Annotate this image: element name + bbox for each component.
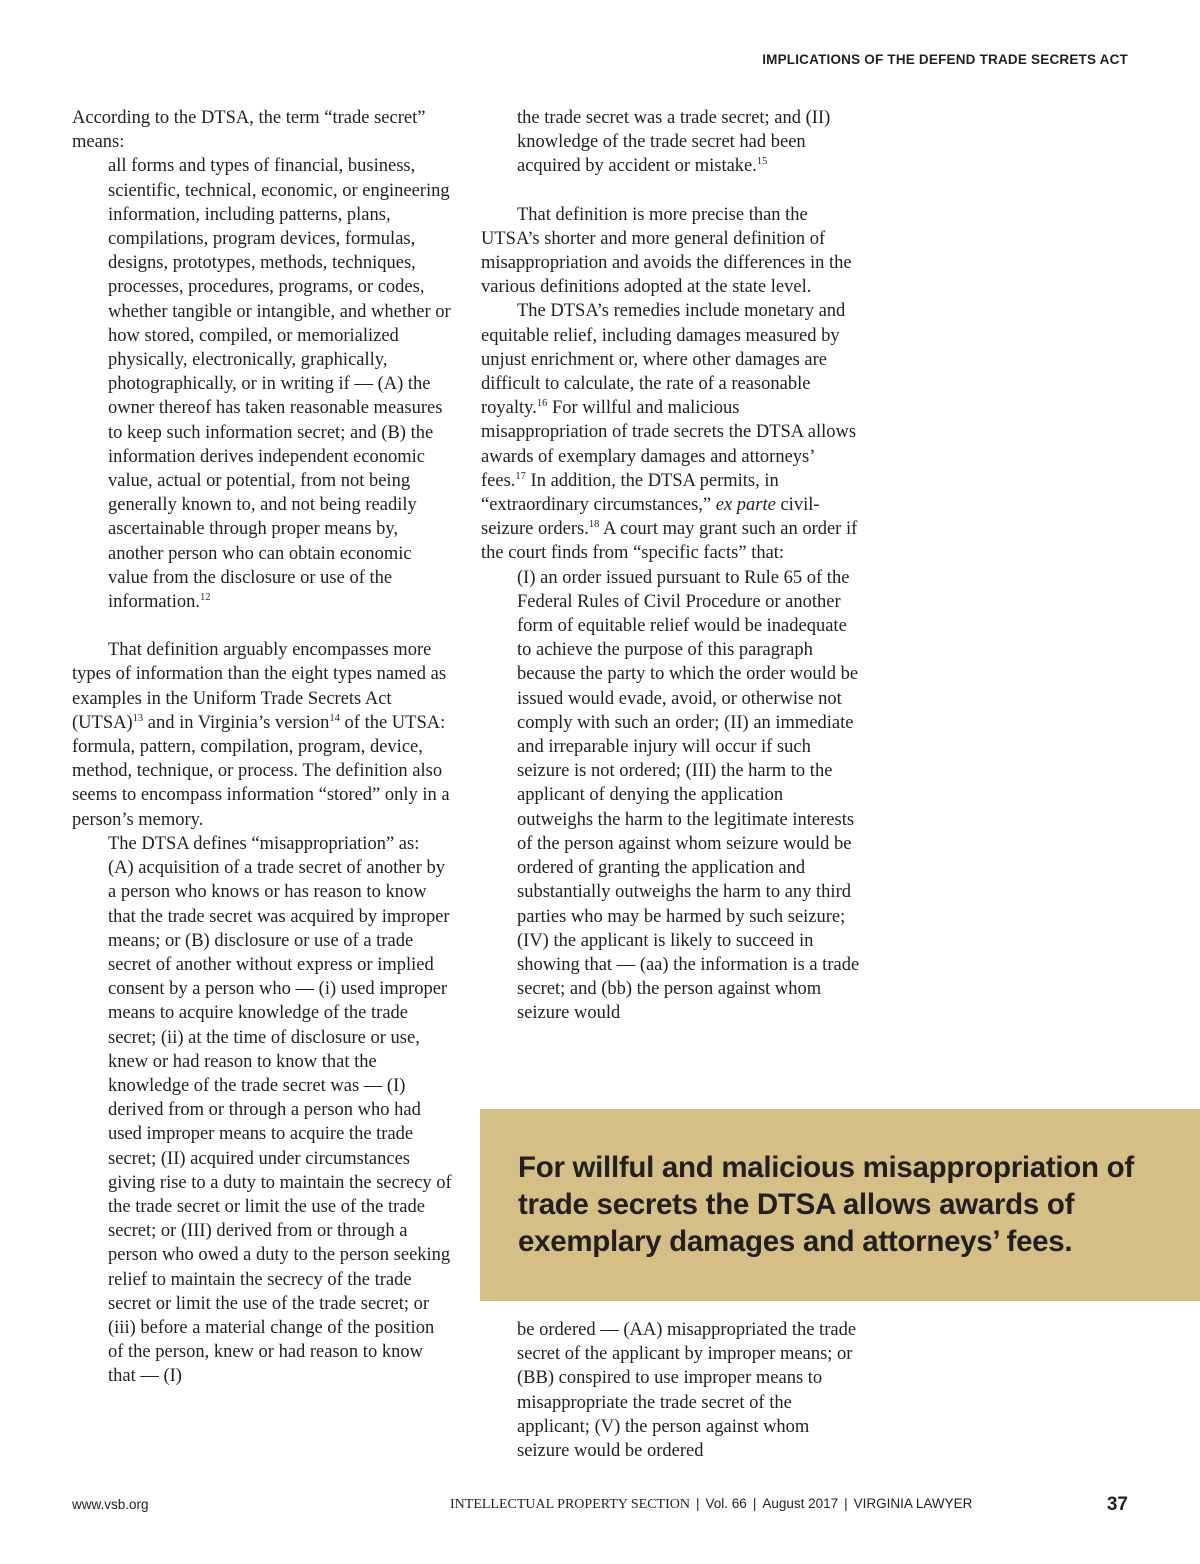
paragraph-text: A court may grant such an order if the court finds from “specific facts” that: [481,519,858,564]
paragraph: The DTSA defines “misappropriation” as: [108,833,420,854]
paragraph-gap [481,179,861,203]
footer-section-name: INTELLECTUAL PROPERTY SECTION [450,1497,690,1512]
paragraph-gap [72,614,452,638]
paragraph-text: For willful and malicious misappropriation of trade secrets the DTSA allows awards of exemplary damages and attorneys’ fees. [481,398,857,491]
paragraph-text: and in Virginia’s version [143,712,330,733]
footer-separator: | [752,1496,757,1511]
footer-magazine-name: VIRGINIA LAWYER [853,1496,973,1511]
quote-text: all forms and types of financial, business, scientific, technical, economic, or engineering information, including patterns, plans, compilations, program devices, formulas, designs, prototypes, methods, techniques, processes, procedures, programs, or codes, whether tangible or intangible, and whether or how stored, compiled, or memorialized physically, electronically, graphically, photographically, or in writing if — (A) the owner thereof has taken reasonable measures to keep such information secret; and (B) the information derives independent economic value, actual or potential, from not being generally known to, and not being readily ascertainable through proper means by, another person who can obtain economic value from the disclosure or use of the information. [108,156,451,613]
footer-date: August 2017 [762,1496,839,1511]
block-quote-continued [481,106,861,179]
footer-separator: | [844,1496,848,1511]
paragraph [72,638,452,832]
footnote-ref-13: 13 [132,712,144,724]
footnote-ref-18: 18 [588,519,600,531]
footer-volume: Vol. 66 [705,1496,747,1511]
block-quote-misappropriation-definition: (A) acquisition of a trade secret of another by a person who knows or has reason to know that the trade secret was acquired by improper means; or (B) disclosure or use of a trade secret of another without express or implied consent by a person who — (i) used improper means to acquire knowledge of the trade secret; (ii) at the time of disclosure or use, knew or had reason to know that the knowledge of the trade secret was — (I) derived from or through a person who had used improper means to acquire the trade secret; (II) acquired under circumstances giving rise to a duty to maintain the secrecy of the trade secret or limit the use of the trade secret; or (III) derived from or through a person who owed a duty to the person seeking relief to maintain the secrecy of the trade secret or limit the use of the trade secret; or (iii) before a material change of the position of the person, knew or had reason to know that — (I) [108,858,452,1387]
right-column-top [481,106,861,1026]
footnote-ref-16: 16 [536,398,548,410]
paragraph-text: The DTSA’s remedies include monetary and equitable relief, including damages measured by unjust enrichment or, where other damages are difficult to calculate, the rate of a reasonable royalty. [481,301,846,419]
paragraph-text: In addition, the DTSA permits, in “extraordinary circumstances,” [481,470,779,516]
block-quote-continued: be ordered — (AA) misappropriated the trade secret of the applicant by improper means; or (BB) conspired to use improper means to misappropriate the trade secret of the applicant; (V) the person against whom seizure would be ordered [517,1320,857,1462]
paragraph: According to the DTSA, the term “trade secret” means: [72,108,426,153]
pull-quote-text: For willful and malicious misappropriation of trade secrets the DTSA allows awards of exemplary damages and attorneys’ fees. [518,1151,1134,1258]
quote-text: the trade secret was a trade secret; and (II) knowledge of the trade secret had been acquired by accident or mistake. [517,108,831,177]
right-column-bottom [481,1318,861,1463]
paragraph-text: civil-seizure orders. [481,495,820,540]
paragraph-text: That definition arguably encompasses more types of information than the eight types named as examples in the Uniform Trade Secrets Act (UTSA) [72,640,447,733]
paragraph-text: of the UTSA: formula, pattern, compilation, program, device, method, technique, or process. The definition also seems to encompass information “stored” only in a person’s memory. [72,712,450,830]
footer-website-link[interactable]: www.vsb.org [72,1497,149,1512]
block-quote-trade-secret-definition [72,154,452,614]
footer-separator: | [696,1496,700,1511]
block-quote-seizure-findings: (I) an order issued pursuant to Rule 65 of the Federal Rules of Civil Procedure or another form of equitable relief would be inadequate to achieve the purpose of this paragraph because the party to which the order would be issued would evade, avoid, or otherwise not comply with such an order; (II) an immediate and irreparable injury will occur if such seizure is not ordered; (III) the harm to the applicant of denying the application outweighs the harm to the legitimate interests of the person against whom seizure would be ordered of granting the application and substantially outweighs the harm to any third parties who may be harmed by such seizure; (IV) the applicant is likely to succeed in showing that — (aa) the information is a trade secret; and (bb) the person against whom seizure would [517,567,860,1024]
footnote-ref-17: 17 [515,470,526,482]
pull-quote-box [480,1109,1200,1301]
footnote-ref-14: 14 [329,712,340,724]
page-number: 37 [1106,1494,1128,1515]
running-title: IMPLICATIONS OF THE DEFEND TRADE SECRETS ACT [762,52,1128,67]
footnote-ref-12: 12 [199,592,211,604]
paragraph: That definition is more precise than the UTSA’s shorter and more general definition of misappropriation and avoids the differences in the various definitions adopted at the state level. [481,204,852,298]
footnote-ref-15: 15 [756,156,768,168]
left-column [72,106,452,1389]
footer-publication-info [450,1496,972,1513]
italic-term: ex parte [715,495,776,516]
paragraph [481,299,861,565]
